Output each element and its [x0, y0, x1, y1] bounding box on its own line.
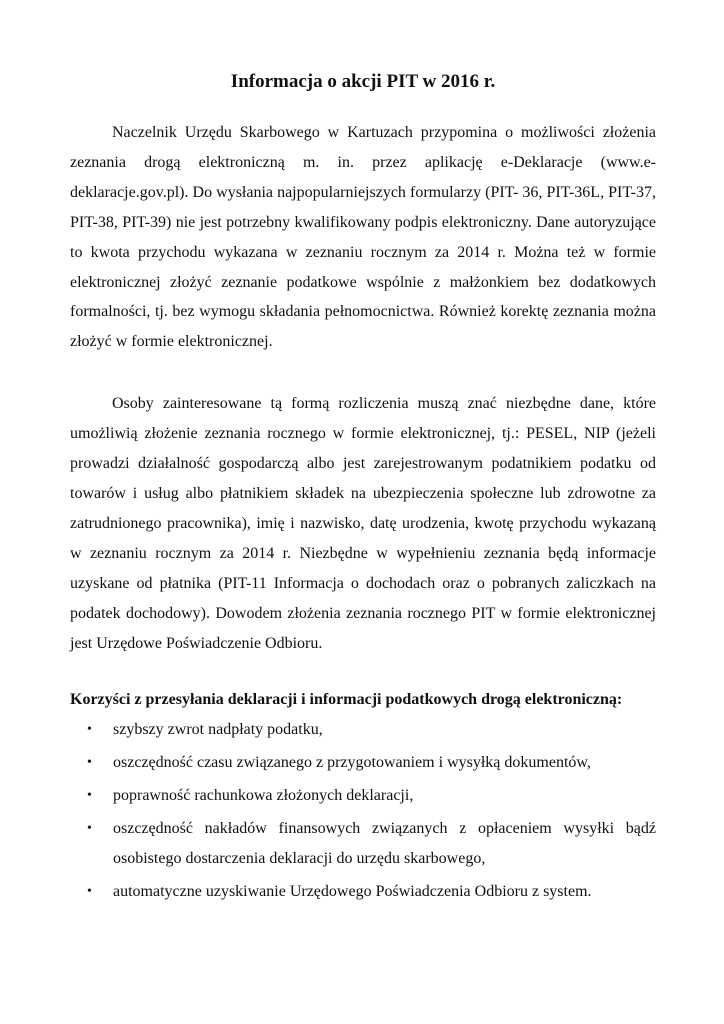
bullet-icon: •	[87, 884, 92, 900]
bullet-icon: •	[87, 788, 92, 804]
list-item	[70, 814, 656, 874]
benefits-heading: Korzyści z przesyłania deklaracji i informacji podatkowych drogą elektroniczną:	[70, 691, 623, 709]
bullet-icon: •	[87, 821, 92, 837]
benefit-text: szybszy zwrot nadpłaty podatku,	[113, 721, 323, 739]
document-page	[70, 62, 656, 910]
list-item	[70, 748, 656, 778]
paragraph-required-data: Osoby zainteresowane tą formą rozliczenia muszą znać niezbędne dane, które umożliwią złożenie zeznania rocznego w formie elektronicznej, tj.: PESEL, NIP (jeżeli prowadzi działalność gospodarczą albo jest zarejestrowanym podatnikiem podatku od towarów i usług albo płatnikiem składek na ubezpieczenia społeczne lub zdrowotne za zatrudnionego pracownika), imię i nazwisko, datę urodzenia, kwotę przychodu wykazaną w zeznaniu rocznym za 2014 r. Niezbędne w wypełnieniu zeznania będą informacje uzyskane od płatnika (PIT-11 Informacja o dochodach oraz o pobranych zaliczkach na podatek dochodowy). Dowodem złożenia zeznania rocznego PIT w formie elektronicznej jest Urzędowe Poświadczenie Odbioru.	[70, 395, 656, 652]
document-title: Informacja o akcji PIT w 2016 r.	[230, 71, 496, 92]
benefit-text: automatyczne uzyskiwanie Urzędowego Poświadczenia Odbioru z system.	[113, 883, 592, 901]
benefits-list	[70, 715, 656, 907]
list-item	[70, 781, 656, 811]
list-item	[70, 877, 656, 907]
benefit-text: poprawność rachunkowa złożonych deklaracji,	[113, 787, 414, 805]
list-item	[70, 715, 656, 745]
bullet-icon: •	[87, 722, 92, 738]
benefit-text: oszczędność czasu związanego z przygotowaniem i wysyłką dokumentów,	[113, 754, 591, 772]
benefit-text: oszczędność nakładów finansowych związanych z opłaceniem wysyłki bądź osobistego dostarczenia deklaracji do urzędu skarbowego,	[113, 820, 656, 868]
bullet-icon: •	[87, 755, 92, 771]
paragraph-e-deklaracje: Naczelnik Urzędu Skarbowego w Kartuzach przypomina o możliwości złożenia zeznania drogą elektroniczną m. in. przez aplikację e-Deklaracje (www.e- deklaracje.gov.pl). Do wysłania najpopularniejszych formularzy (PIT- 36, PIT-36L, PIT-37, PIT-38, PIT-39) nie jest potrzebny kwalifikowany podpis elektroniczny. Dane autoryzujące to kwota przychodu wykazana w zeznaniu rocznym za 2014 r. Można też w formie elektronicznej złożyć zeznanie podatkowe wspólnie z małżonkiem bez dodatkowych formalności, tj. bez wymogu składania pełnomocnictwa. Również korektę zeznania można złożyć w formie elektronicznej.	[70, 124, 656, 351]
